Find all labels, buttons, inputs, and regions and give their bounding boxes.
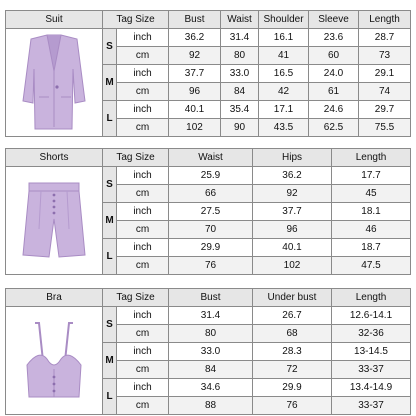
measurement-cell: 68 [253, 325, 332, 343]
measurement-cell: 80 [221, 47, 259, 65]
measurement-cell: 31.4 [221, 29, 259, 47]
measurement-cell: 33-37 [332, 361, 411, 379]
unit-label: inch [117, 379, 169, 397]
suit-photo [6, 29, 103, 137]
size-label: S [103, 167, 117, 203]
column-header: Shoulder [259, 11, 309, 29]
measurement-cell: 34.6 [169, 379, 253, 397]
size-label: S [103, 29, 117, 65]
measurement-cell: 75.5 [359, 119, 411, 137]
measurement-cell: 84 [221, 83, 259, 101]
measurement-cell: 66 [169, 185, 253, 203]
measurement-cell: 16.5 [259, 65, 309, 83]
bra-photo [6, 307, 103, 415]
unit-label: inch [117, 29, 169, 47]
size-label: S [103, 307, 117, 343]
unit-label: inch [117, 167, 169, 185]
unit-label: inch [117, 343, 169, 361]
measurement-cell: 62.5 [309, 119, 359, 137]
measurement-cell: 33.0 [169, 343, 253, 361]
shorts-icon [17, 169, 91, 269]
measurement-cell: 32-36 [332, 325, 411, 343]
measurement-cell: 90 [221, 119, 259, 137]
measurement-cell: 33-37 [332, 397, 411, 415]
unit-label: inch [117, 65, 169, 83]
measurement-cell: 24.6 [309, 101, 359, 119]
unit-label: cm [117, 83, 169, 101]
column-header-tag-size: Tag Size [103, 11, 169, 29]
measurement-cell: 92 [169, 47, 221, 65]
measurement-cell: 72 [253, 361, 332, 379]
measurement-cell: 74 [359, 83, 411, 101]
column-header-tag-size: Tag Size [103, 149, 169, 167]
unit-label: cm [117, 325, 169, 343]
measurement-cell: 73 [359, 47, 411, 65]
measurement-cell: 29.9 [169, 239, 253, 257]
column-header: Bust [169, 289, 253, 307]
size-label: L [103, 101, 117, 137]
measurement-cell: 102 [169, 119, 221, 137]
column-header-tag-size: Tag Size [103, 289, 169, 307]
measurement-cell: 45 [332, 185, 411, 203]
measurement-cell: 70 [169, 221, 253, 239]
measurement-cell: 92 [253, 185, 332, 203]
measurement-cell: 36.2 [169, 29, 221, 47]
shorts-photo [6, 167, 103, 275]
measurement-cell: 47.5 [332, 257, 411, 275]
measurement-cell: 42 [259, 83, 309, 101]
unit-label: inch [117, 203, 169, 221]
measurement-cell: 46 [332, 221, 411, 239]
measurement-cell: 27.5 [169, 203, 253, 221]
column-header: Waist [169, 149, 253, 167]
column-header: Bust [169, 11, 221, 29]
measurement-cell: 13-14.5 [332, 343, 411, 361]
garment-name: Bra [6, 289, 103, 307]
measurement-cell: 26.7 [253, 307, 332, 325]
measurement-cell: 41 [259, 47, 309, 65]
column-header: Waist [221, 11, 259, 29]
measurement-cell: 33.0 [221, 65, 259, 83]
garment-name: Suit [6, 11, 103, 29]
measurement-cell: 12.6-14.1 [332, 307, 411, 325]
measurement-cell: 17.1 [259, 101, 309, 119]
size-label: M [103, 203, 117, 239]
size-label: M [103, 65, 117, 101]
measurement-cell: 16.1 [259, 29, 309, 47]
measurement-cell: 37.7 [253, 203, 332, 221]
size-label: L [103, 379, 117, 415]
unit-label: cm [117, 119, 169, 137]
measurement-cell: 18.1 [332, 203, 411, 221]
measurement-cell: 29.7 [359, 101, 411, 119]
unit-label: inch [117, 239, 169, 257]
size-chart-shorts [5, 148, 411, 275]
measurement-cell: 29.9 [253, 379, 332, 397]
size-chart-suit [5, 10, 411, 137]
garment-name: Shorts [6, 149, 103, 167]
measurement-cell: 29.1 [359, 65, 411, 83]
measurement-cell: 17.7 [332, 167, 411, 185]
measurement-cell: 23.6 [309, 29, 359, 47]
measurement-cell: 102 [253, 257, 332, 275]
measurement-cell: 18.7 [332, 239, 411, 257]
column-header: Length [332, 289, 411, 307]
measurement-cell: 28.7 [359, 29, 411, 47]
measurement-cell: 80 [169, 325, 253, 343]
bra-icon [17, 309, 91, 409]
measurement-cell: 40.1 [253, 239, 332, 257]
size-label: L [103, 239, 117, 275]
measurement-cell: 84 [169, 361, 253, 379]
measurement-cell: 37.7 [169, 65, 221, 83]
measurement-cell: 76 [253, 397, 332, 415]
measurement-cell: 35.4 [221, 101, 259, 119]
column-header: Hips [253, 149, 332, 167]
size-chart-bra [5, 288, 411, 415]
unit-label: cm [117, 221, 169, 239]
unit-label: inch [117, 307, 169, 325]
measurement-cell: 88 [169, 397, 253, 415]
measurement-cell: 13.4-14.9 [332, 379, 411, 397]
measurement-cell: 61 [309, 83, 359, 101]
measurement-cell: 43.5 [259, 119, 309, 137]
unit-label: cm [117, 361, 169, 379]
unit-label: cm [117, 47, 169, 65]
unit-label: cm [117, 397, 169, 415]
unit-label: cm [117, 185, 169, 203]
measurement-cell: 31.4 [169, 307, 253, 325]
measurement-cell: 28.3 [253, 343, 332, 361]
measurement-cell: 25.9 [169, 167, 253, 185]
unit-label: cm [117, 257, 169, 275]
size-label: M [103, 343, 117, 379]
column-header: Under bust [253, 289, 332, 307]
column-header: Length [359, 11, 411, 29]
blazer-icon [17, 31, 91, 131]
measurement-cell: 60 [309, 47, 359, 65]
column-header: Sleeve [309, 11, 359, 29]
measurement-cell: 24.0 [309, 65, 359, 83]
measurement-cell: 96 [253, 221, 332, 239]
measurement-cell: 96 [169, 83, 221, 101]
unit-label: inch [117, 101, 169, 119]
measurement-cell: 36.2 [253, 167, 332, 185]
measurement-cell: 76 [169, 257, 253, 275]
measurement-cell: 40.1 [169, 101, 221, 119]
column-header: Length [332, 149, 411, 167]
